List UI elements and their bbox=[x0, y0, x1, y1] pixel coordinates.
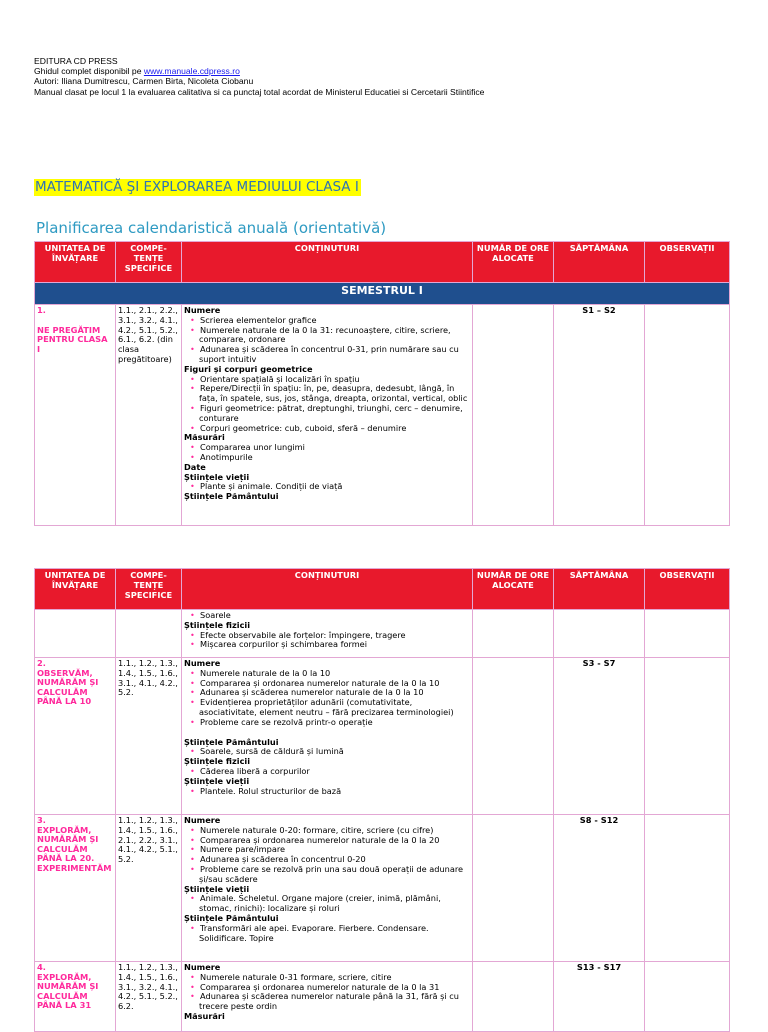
content-bullet-text: Adunarea și scăderea în concentrul 0-31, prin numărare sau cu suport intuitiv bbox=[199, 344, 459, 364]
bullet-icon: • bbox=[190, 922, 201, 933]
bullet-icon: • bbox=[190, 716, 201, 727]
content-heading: Numere bbox=[184, 962, 221, 972]
competences-cell: 1.1., 1.2., 1.3., 1.4., 1.5., 1.6., 3.1., 4.1., 4.2., 5.2. bbox=[116, 658, 182, 815]
content-bullet-text: Numerele naturale 0-20: formare, citire, scriere (cu cifre) bbox=[200, 824, 434, 835]
content-heading: Măsurări bbox=[184, 432, 225, 443]
contents-cell bbox=[182, 305, 473, 526]
unit-cell bbox=[35, 305, 116, 526]
publisher-name: EDITURA CD PRESS bbox=[34, 56, 118, 66]
content-heading: Științele vieții bbox=[184, 775, 250, 786]
notes-cell bbox=[645, 815, 730, 962]
header-competences: COMPE-TENȚE SPECIFICE bbox=[116, 569, 182, 610]
content-bullet-text: Probleme care se rezolvă printr-o operație bbox=[200, 716, 373, 727]
bullet-icon: • bbox=[190, 442, 201, 453]
content-bullet-text: Evidențierea proprietăților adunării (comutativitate, asociativitate, element neutru – fără precizarea terminologiei) bbox=[199, 697, 454, 717]
content-bullet-text: Compararea și ordonarea numerelor naturale de la 0 la 20 bbox=[200, 834, 440, 845]
table-row bbox=[35, 305, 730, 526]
header-contents: CONȚINUTURI bbox=[182, 569, 473, 610]
content-bullet-text: Transformări ale apei. Evaporare. Fierbere. Condensare. Solidificare. Topire bbox=[199, 922, 429, 943]
authors-line: Autori: Iliana Dumitrescu, Carmen Birta, Nicoleta Ciobanu bbox=[34, 76, 254, 87]
unit-number: 3. bbox=[37, 815, 46, 825]
bullet-icon: • bbox=[190, 629, 201, 640]
bullet-icon: • bbox=[190, 610, 201, 620]
planning-table-1 bbox=[34, 241, 730, 526]
unit-number: 1. bbox=[37, 305, 46, 315]
table-row bbox=[35, 962, 730, 1032]
hours-cell bbox=[473, 962, 554, 1032]
content-bullet bbox=[184, 894, 470, 914]
semester-banner: SEMESTRUL I bbox=[35, 283, 730, 305]
bullet-icon: • bbox=[190, 373, 201, 384]
unit-number: 4. bbox=[37, 962, 46, 972]
content-bullet-text: Numere pare/impare bbox=[200, 844, 286, 855]
notes-cell bbox=[645, 305, 730, 526]
unit-name: OBSERVĂM, NUMĂRĂM ȘI CALCULĂM PÂNĂ LA 10 bbox=[37, 667, 99, 707]
content-heading: Numere bbox=[184, 815, 221, 825]
bullet-icon: • bbox=[190, 854, 201, 865]
content-heading: Date bbox=[184, 461, 206, 472]
content-bullet bbox=[184, 787, 470, 797]
content-bullet bbox=[184, 345, 470, 365]
guide-line bbox=[34, 66, 484, 76]
bullet-icon: • bbox=[190, 687, 201, 698]
unit-cell bbox=[35, 815, 116, 962]
content-bullet-text: Orientare spațială și localizări în spațiu bbox=[200, 373, 360, 384]
header-unit: UNITATEA DE ÎNVĂȚARE bbox=[35, 242, 116, 283]
competences-cell: 1.1., 1.2., 1.3., 1.4., 1.5., 1.6., 3.1., 3.2., 4.1., 4.2., 5.1., 5.2., 6.2. bbox=[116, 962, 182, 1032]
bullet-icon: • bbox=[190, 844, 201, 855]
bullet-icon: • bbox=[190, 785, 201, 796]
contents-cell bbox=[182, 658, 473, 815]
content-bullet bbox=[184, 326, 470, 346]
content-bullet-text: Probleme care se rezolvă prin una sau două operații de adunare și/sau scădere bbox=[199, 863, 464, 884]
content-bullet bbox=[184, 404, 470, 424]
content-bullet-text: Corpuri geometrice: cub, cuboid, sferă – denumire bbox=[200, 422, 407, 433]
unit-name: NE PREGĂTIM PENTRU CLASA I bbox=[37, 324, 108, 354]
header-hours: NUMĂR DE ORE ALOCATE bbox=[473, 569, 554, 610]
content-heading: Figuri și corpuri geometrice bbox=[184, 363, 313, 374]
weeks-cell bbox=[554, 610, 645, 658]
content-bullet bbox=[184, 453, 470, 463]
content-bullet-text: Numerele naturale de la 0 la 31: recunoaștere, citire, scriere, comparare, ordonare bbox=[199, 324, 451, 345]
content-bullet-text: Anotimpurile bbox=[200, 451, 253, 462]
hours-cell bbox=[473, 658, 554, 815]
table-row bbox=[35, 610, 730, 658]
header-hours: NUMĂR DE ORE ALOCATE bbox=[473, 242, 554, 283]
bullet-icon: • bbox=[190, 402, 201, 413]
content-bullet-text: Figuri geometrice: pătrat, dreptunghi, triunghi, cerc – denumire, conturare bbox=[199, 402, 463, 423]
unit-name: EXPLORĂM, NUMĂRĂM ȘI CALCULĂM PÂNĂ LA 31 bbox=[37, 971, 99, 1011]
content-bullet-text: Plante și animale. Condiții de viață bbox=[200, 481, 343, 492]
header-competences: COMPE-TENȚE SPECIFICE bbox=[116, 242, 182, 283]
unit-cell bbox=[35, 610, 116, 658]
bullet-icon: • bbox=[190, 481, 201, 492]
bullet-icon: • bbox=[190, 451, 201, 462]
bullet-icon: • bbox=[190, 746, 201, 757]
content-bullet-text: Soarele, sursă de căldură și lumină bbox=[200, 746, 344, 757]
header-unit: UNITATEA DE ÎNVĂȚARE bbox=[35, 569, 116, 610]
content-bullet-text: Efecte observabile ale forțelor: împingere, tragere bbox=[200, 629, 406, 640]
content-heading: Științele fizicii bbox=[184, 756, 251, 767]
content-bullet-text: Compararea și ordonarea numerelor naturale de la 0 la 10 bbox=[200, 677, 440, 688]
content-bullet-text: Plantele. Rolul structurilor de bază bbox=[200, 785, 342, 796]
content-bullet-text: Compararea unor lungimi bbox=[200, 442, 305, 453]
bullet-icon: • bbox=[190, 697, 201, 708]
content-bullet-text: Soarele bbox=[200, 610, 231, 620]
bullet-icon: • bbox=[190, 383, 201, 394]
guide-prefix: Ghidul complet disponibil pe bbox=[34, 66, 144, 77]
content-bullet bbox=[184, 865, 470, 885]
unit-number: 2. bbox=[37, 658, 46, 668]
content-bullet-text: Adunarea și scăderea numerelor naturale de la 0 la 10 bbox=[200, 687, 424, 698]
content-bullet bbox=[184, 640, 470, 650]
bullet-icon: • bbox=[190, 893, 201, 904]
planning-table-2 bbox=[34, 568, 730, 1032]
bullet-icon: • bbox=[190, 981, 201, 992]
content-bullet bbox=[184, 424, 470, 434]
contents-cell bbox=[182, 962, 473, 1032]
content-bullet-text: Adunarea și scăderea în concentrul 0-20 bbox=[200, 854, 366, 865]
content-bullet-text: Scrierea elementelor grafice bbox=[200, 314, 317, 325]
content-heading: Numere bbox=[184, 658, 221, 668]
table-row bbox=[35, 815, 730, 962]
hours-cell bbox=[473, 815, 554, 962]
content-bullet-text: Repere/Direcții în spațiu: în, pe, deasupra, dedesubt, lângă, în fața, în spatele, sus, jos, stânga, dreapta, orizontal, vertical, oblic bbox=[199, 383, 468, 404]
competences-cell bbox=[116, 610, 182, 658]
contents-cell bbox=[182, 815, 473, 962]
content-bullet-text: Animale. Scheletul. Organe majore (creier, inimă, plămâni, stomac, rinichi): localizare și roluri bbox=[199, 893, 441, 914]
weeks-cell: S13 - S17 bbox=[554, 962, 645, 1032]
content-bullet bbox=[184, 718, 470, 728]
ranking-line: Manual clasat pe locul 1 la evaluarea calitativa si ca punctaj total acordat de Ministerul Educatiei si Cercetarii Stiintifice bbox=[34, 86, 485, 97]
bullet-icon: • bbox=[190, 324, 201, 335]
table-row bbox=[35, 658, 730, 815]
bullet-icon: • bbox=[190, 863, 201, 874]
bullet-icon: • bbox=[190, 991, 201, 1002]
notes-cell bbox=[645, 658, 730, 815]
notes-cell bbox=[645, 962, 730, 1032]
content-bullet bbox=[184, 924, 470, 944]
header-notes: OBSERVAȚII bbox=[645, 242, 730, 283]
content-heading: Științele vieții bbox=[184, 883, 250, 894]
content-bullet-text: Adunarea și scăderea numerelor naturale până la 31, fără și cu trecere peste ordin bbox=[199, 991, 459, 1012]
weeks-cell: S3 - S7 bbox=[554, 658, 645, 815]
unit-name: EXPLORĂM, NUMĂRĂM ȘI CALCULĂM PÂNĂ LA 20. EXPERIMENTĂM bbox=[37, 824, 112, 873]
header-contents: CONȚINUTURI bbox=[182, 242, 473, 283]
contents-cell bbox=[182, 610, 473, 658]
content-heading: Științele Pământului bbox=[184, 736, 279, 747]
hours-cell bbox=[473, 305, 554, 526]
content-bullet bbox=[184, 384, 470, 404]
content-heading: Măsurări bbox=[184, 1010, 225, 1021]
notes-cell bbox=[645, 610, 730, 658]
hours-cell bbox=[473, 610, 554, 658]
bullet-icon: • bbox=[190, 314, 201, 325]
document-title: MATEMATICĂ ŞI EXPLORAREA MEDIULUI CLASA I bbox=[35, 179, 359, 195]
content-bullet-text: Căderea liberă a corpurilor bbox=[200, 765, 310, 776]
bullet-icon: • bbox=[190, 667, 201, 678]
bullet-icon: • bbox=[190, 344, 201, 355]
content-heading: Științele Pământului bbox=[184, 912, 279, 923]
content-heading: Științele vieții bbox=[184, 471, 250, 482]
header-week: SĂPTĂMÂNA bbox=[554, 242, 645, 283]
content-bullet-text: Numerele naturale 0-31 formare, scriere, citire bbox=[200, 971, 392, 982]
competences-cell: 1.1., 2.1., 2.2., 3.1., 3.2., 4.1., 4.2., 5.1., 5.2., 6.1., 6.2. (din clasa pregătitoare) bbox=[116, 305, 182, 526]
document-subtitle: Planificarea calendaristică anuală (orientativă) bbox=[36, 219, 387, 237]
header-notes: OBSERVAȚII bbox=[645, 569, 730, 610]
guide-link[interactable]: www.manuale.cdpress.ro bbox=[143, 66, 240, 77]
bullet-icon: • bbox=[190, 824, 201, 835]
bullet-icon: • bbox=[190, 765, 201, 776]
bullet-icon: • bbox=[190, 971, 201, 982]
content-bullet bbox=[184, 992, 470, 1012]
bullet-icon: • bbox=[190, 677, 201, 688]
weeks-cell: S1 – S2 bbox=[554, 305, 645, 526]
content-bullet-text: Compararea și ordonarea numerelor naturale de la 0 la 31 bbox=[200, 981, 440, 992]
document-header bbox=[34, 56, 484, 97]
header-week: SĂPTĂMÂNA bbox=[554, 569, 645, 610]
content-bullet-text: Numerele naturale de la 0 la 10 bbox=[200, 667, 331, 678]
bullet-icon: • bbox=[190, 639, 201, 650]
unit-cell bbox=[35, 962, 116, 1032]
bullet-icon: • bbox=[190, 422, 201, 433]
competences-cell: 1.1., 1.2., 1.3., 1.4., 1.5., 1.6., 2.1., 2.2., 3.1., 4.1., 4.2., 5.1., 5.2. bbox=[116, 815, 182, 962]
weeks-cell: S8 - S12 bbox=[554, 815, 645, 962]
content-bullet bbox=[184, 698, 470, 718]
content-heading: Științele Pământului bbox=[184, 491, 279, 502]
content-heading: Științele fizicii bbox=[184, 619, 251, 630]
bullet-icon: • bbox=[190, 834, 201, 845]
content-bullet-text: Mișcarea corpurilor și schimbarea formei bbox=[200, 639, 367, 650]
unit-cell bbox=[35, 658, 116, 815]
content-heading: Numere bbox=[184, 305, 221, 315]
